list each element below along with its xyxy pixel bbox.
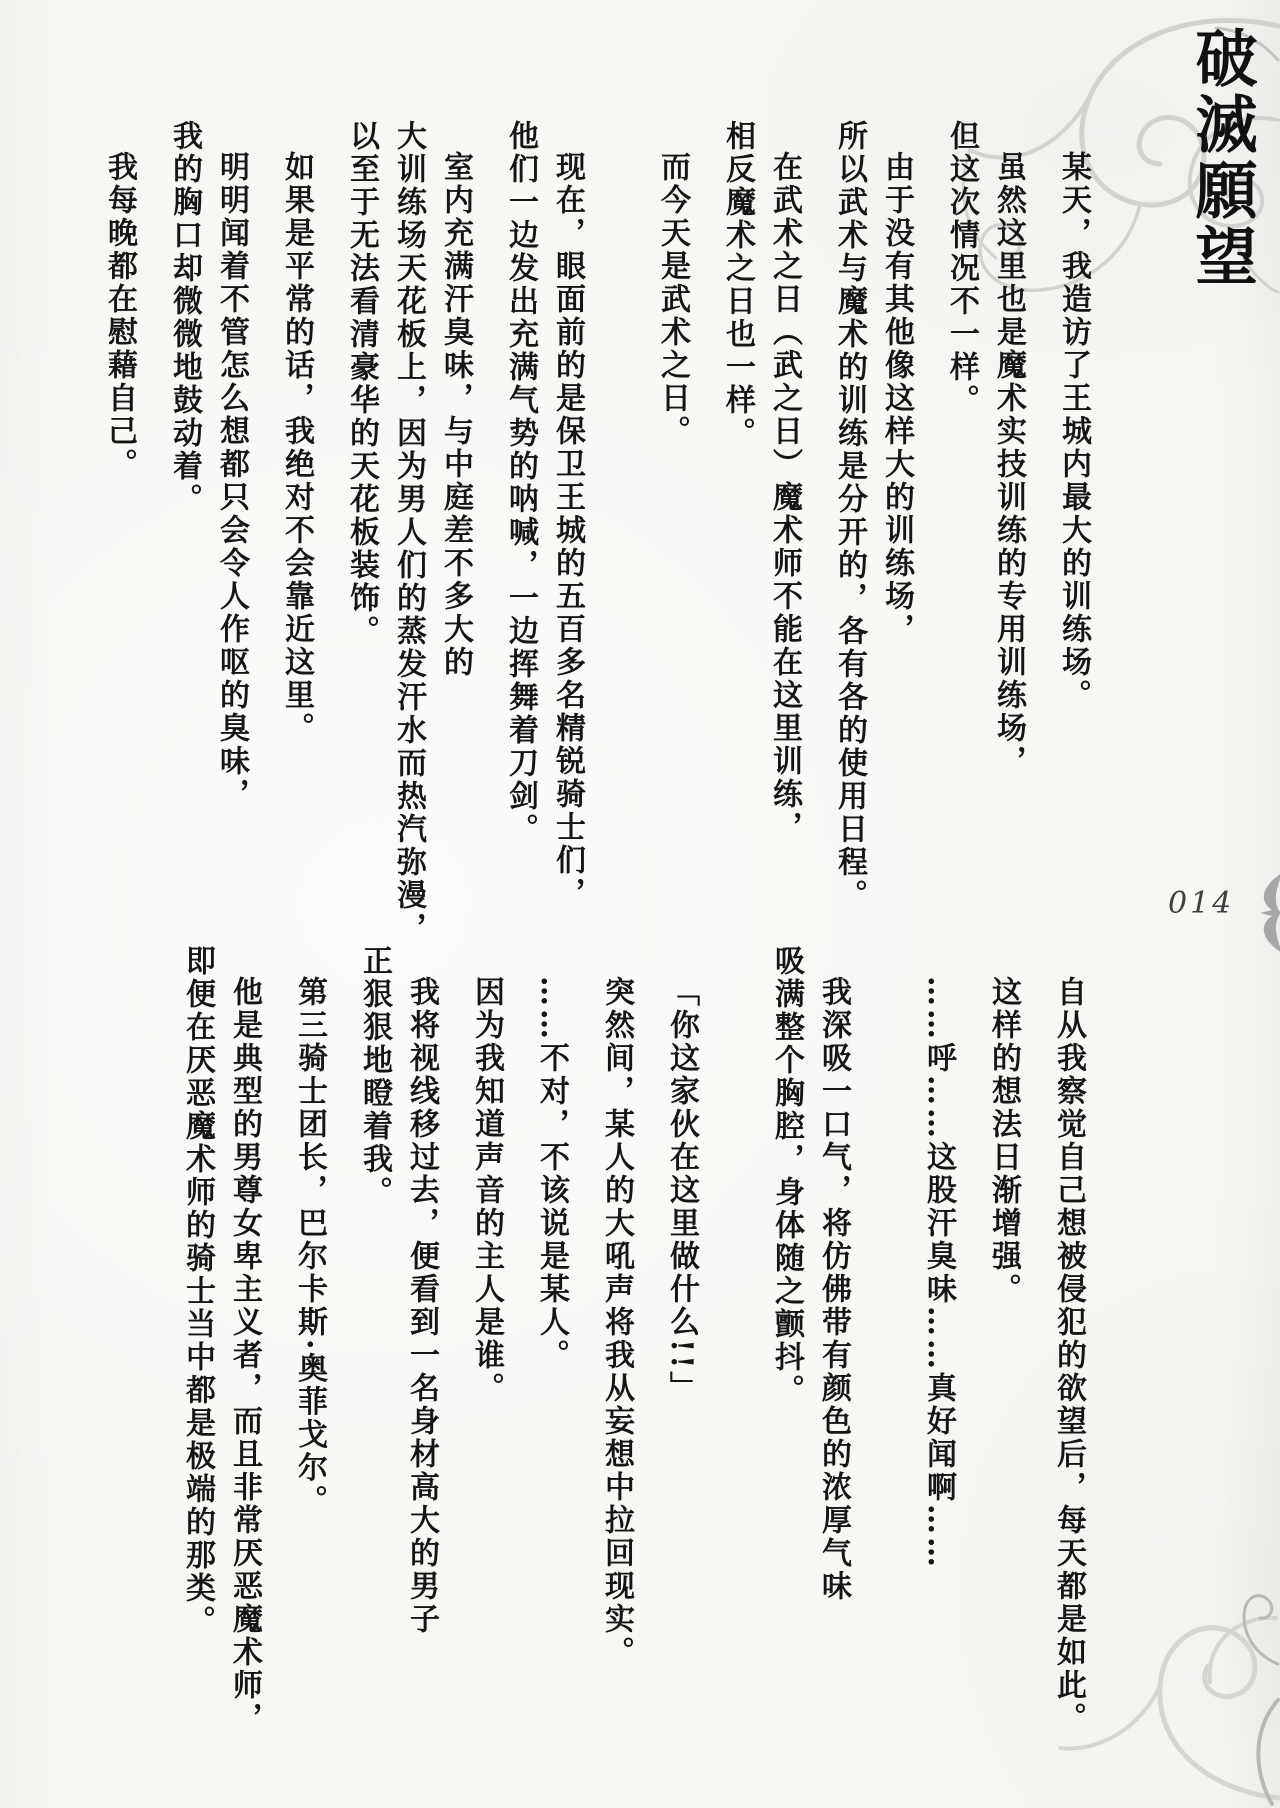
page-number-fleuron-icon	[1248, 870, 1280, 956]
text-column-line: 明明闻着不管怎么想都只会令人作呕的臭味，	[214, 151, 249, 811]
text-column-line: 而今天是武术之日。	[655, 151, 690, 448]
text-column-line: 他是典型的男尊女卑主义者，而且非常厌恶魔术师，	[227, 976, 262, 1735]
text-column-line: 正狠狠地瞪着我。	[357, 945, 392, 1209]
text-column-line: 以至于无法看清豪华的天花板装饰。	[344, 120, 379, 648]
text-column-line: 「你这家伙在这里做什么!!」	[664, 976, 699, 1405]
text-column-line: 我将视线移过去，便看到一名身材高大的男子	[404, 976, 439, 1636]
text-band-bottom	[174, 945, 1110, 1735]
page-number-area	[1130, 868, 1280, 958]
text-column-line: 在武术之日（武之日）魔术师不能在这里训练，	[767, 151, 802, 844]
text-column-line: 所以武术与魔术的训练是分开的，各有各的使用日程。	[832, 120, 867, 912]
text-column-line: 某天，我造访了王城内最大的训练场。	[1056, 151, 1091, 712]
text-column-line: 虽然这里也是魔术实技训练的专用训练场，	[991, 151, 1026, 778]
text-column-line: 吸满整个胸腔，身体随之颤抖。	[769, 945, 804, 1407]
text-column-line: 现在，眼面前的是保卫王城的五百多名精锐骑士们，	[550, 151, 585, 910]
text-column-line: 他们一边发出充满气势的呐喊，一边挥舞着刀剑。	[503, 120, 538, 846]
text-column-line: 由于没有其他像这样大的训练场，	[879, 151, 914, 646]
text-column-line: 第三骑士团长，巴尔卡斯·奥菲戈尔。	[292, 976, 327, 1518]
text-column-line: 因为我知道声音的主人是谁。	[469, 976, 504, 1405]
text-column-line: 相反魔术之日也一样。	[720, 120, 755, 450]
chapter-title: 破滅願望	[1185, 26, 1258, 290]
text-column-line: 如果是平常的话，我绝对不会靠近这里。	[279, 151, 314, 745]
text-column-line: 我的胸口却微微地鼓动着。	[167, 120, 202, 516]
text-column-line: 室内充满汗臭味，与中庭差不多大的	[438, 151, 473, 679]
text-column-line: 自从我察觉自己想被侵犯的欲望后，每天都是如此。	[1051, 976, 1086, 1735]
text-column-line: 我深吸一口气，将仿佛带有颜色的浓厚气味	[816, 976, 851, 1603]
text-column-line: 突然间，某人的大吼声将我从妄想中拉回现实。	[599, 976, 634, 1669]
text-column-line: 这样的想法日渐增强。	[986, 976, 1021, 1306]
page-number: 014	[1168, 886, 1235, 921]
text-column-line: ……呼……这股汗臭味……真好闻啊……	[921, 976, 956, 1570]
text-column-line: ……不对，不该说是某人。	[534, 976, 569, 1372]
text-column-line: 我每晚都在慰藉自己。	[102, 151, 137, 481]
text-column-line: 大训练场天花板上，因为男人们的蒸发汗水而热汽弥漫，	[391, 120, 426, 945]
text-column-line: 但这次情况不一样。	[944, 120, 979, 417]
text-band-top	[96, 120, 1115, 945]
text-column-line: 即便在厌恶魔术师的骑士当中都是极端的那类。	[180, 945, 215, 1638]
